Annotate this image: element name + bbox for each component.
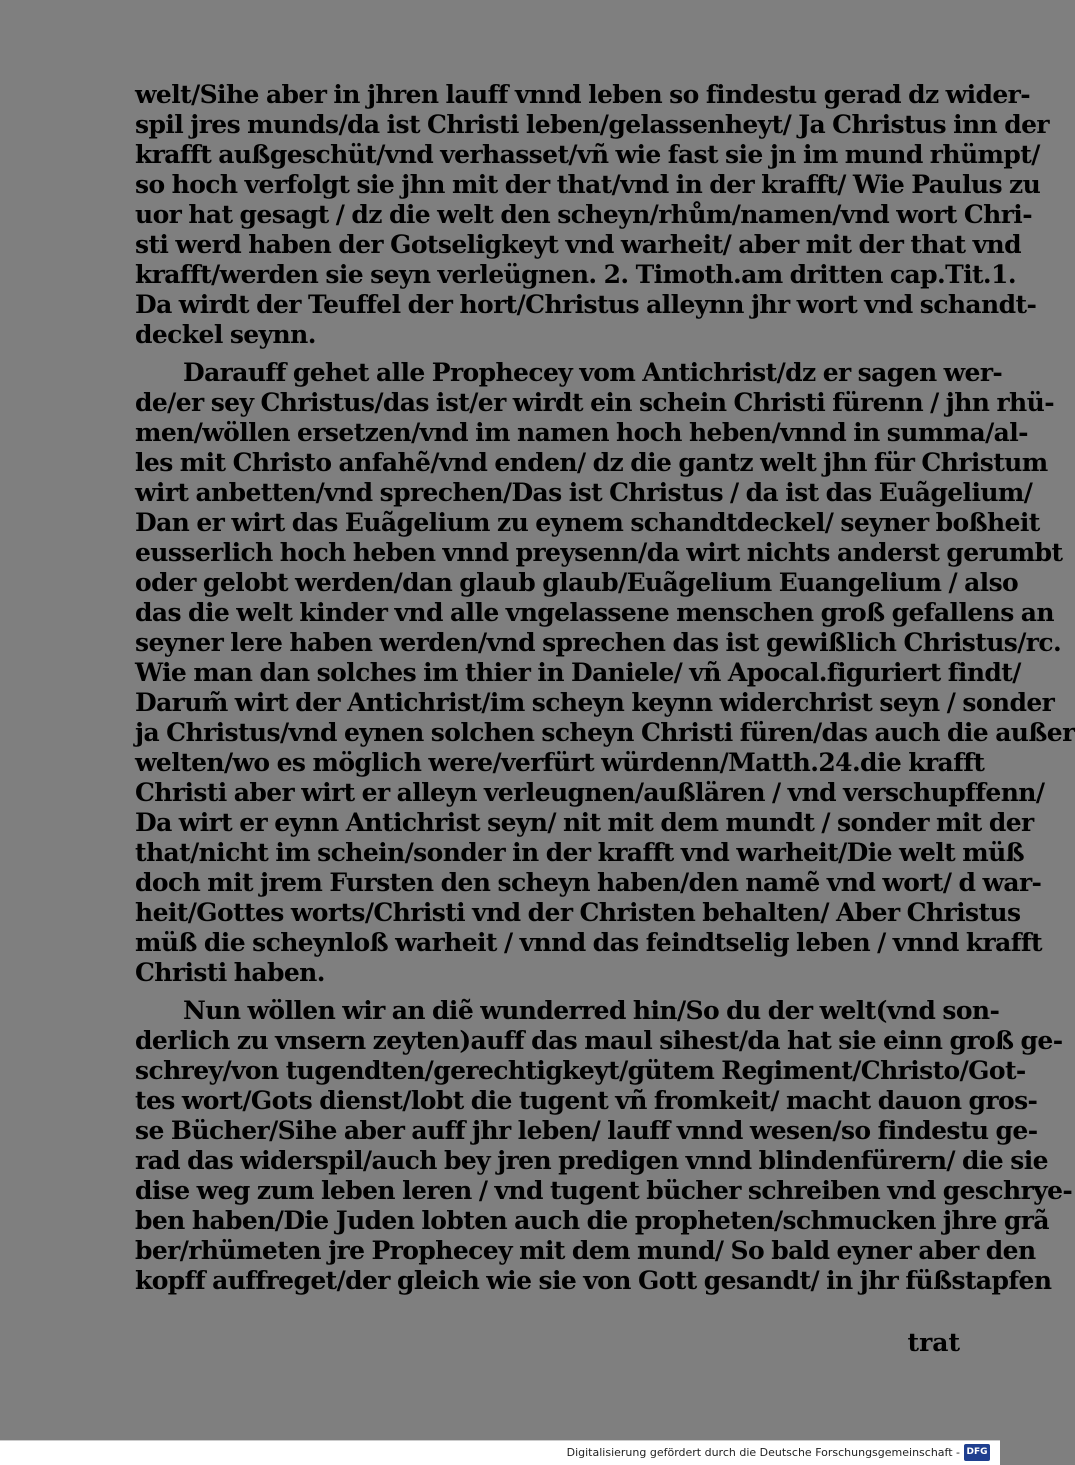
text-line: rad das widerspil/auch bey jren predigen vnnd blindenfürern/ die sie (135, 1146, 1048, 1175)
text-line: spil jres munds/da ist Christi leben/gelassenheyt/ Ja Christus inn der (135, 110, 1049, 139)
text-line: welten/wo es möglich were/verfürt würdenn/Matth.24.die krafft (135, 748, 985, 777)
text-line: de/er sey Christus/das ist/er wirdt ein schein Christi fürenn / jhn rhü- (135, 388, 1054, 417)
text-line: men/wöllen ersetzen/vnd im namen hoch heben/vnnd in summa/al- (135, 418, 1028, 447)
text-line: Da wirdt der Teuffel der hort/Christus alleynn jhr wort vnd schandt- (135, 290, 1037, 319)
text-line: se Bücher/Sihe aber auff jhr leben/ lauff vnnd wesen/so findestu ge- (135, 1116, 1038, 1145)
text-line: Nun wöllen wir an diẽ wunderred hin/So du der welt(vnd son- (183, 996, 1000, 1025)
text-line: ja Christus/vnd eynen solchen scheyn Christi füren/das auch die außer (135, 718, 1075, 747)
text-line: Christi haben. (135, 958, 325, 987)
text-line: krafft außgeschüt/vnd verhasset/vñ wie fast sie jn im mund rhümpt/ (135, 140, 1040, 169)
text-line: heit/Gottes worts/Christi vnd der Christen behalten/ Aber Christus (135, 898, 1021, 927)
text-line: deckel seynn. (135, 320, 316, 349)
text-line: welt/Sihe aber in jhren lauff vnnd leben so findestu gerad dz wider- (135, 80, 1031, 109)
text-line: müß die scheynloß warheit / vnnd das feindtselig leben / vnnd krafft (135, 928, 1042, 957)
footer-text: Digitalisierung gefördert durch die Deutsche Forschungsgemeinschaft - (566, 1446, 960, 1459)
text-line: Christi aber wirt er alleyn verleugnen/außlären / vnd verschupffenn/ (135, 778, 1045, 807)
text-line: oder gelobt werden/dan glaub glaub/Euãgelium Euangelium / also (135, 568, 1019, 597)
text-line: Da wirt er eynn Antichrist seyn/ nit mit dem mundt / sonder mit der (135, 808, 1034, 837)
text-line: so hoch verfolgt sie jhn mit der that/vnd in der krafft/ Wie Paulus zu (135, 170, 1041, 199)
text-line: seyner lere haben werden/vnd sprechen das ist gewißlich Christus/rc. (135, 628, 1062, 657)
text-line: sti werd haben der Gotseligkeyt vnd warheit/ aber mit der that vnd (135, 230, 1021, 259)
footer-bar (0, 1440, 1000, 1465)
text-line: ber/rhümeten jre Prophecey mit dem mund/ So bald eyner aber den (135, 1236, 1036, 1265)
text-line: ben haben/Die Juden lobten auch die propheten/schmucken jhre grã (135, 1206, 1049, 1235)
text-line: Darum̃ wirt der Antichrist/im scheyn keynn widerchrist seyn / sonder (135, 688, 1055, 717)
paragraph (135, 80, 1049, 350)
text-line: schrey/von tugendten/gerechtigkeyt/gütem Regiment/Christo/Got- (135, 1056, 1026, 1085)
paragraph (135, 996, 1073, 1296)
text-line: les mit Christo anfahẽ/vnd enden/ dz die gantz welt jhn für Christum (135, 448, 1048, 477)
text-line: kopff auffreget/der gleich wie sie von Gott gesandt/ in jhr füßstapfen (135, 1266, 1052, 1295)
text-line: dise weg zum leben leren / vnd tugent bücher schreiben vnd geschrye- (135, 1176, 1073, 1205)
text-line: Dan er wirt das Euãgelium zu eynem schandtdeckel/ seyner boßheit (135, 508, 1040, 537)
text-line: das die welt kinder vnd alle vngelassene menschen groß gefallens an (135, 598, 1054, 627)
text-line: krafft/werden sie seyn verleügnen. 2. Timoth.am dritten cap.Tit.1. (135, 260, 1016, 289)
text-line: doch mit jrem Fursten den scheyn haben/den namẽ vnd wort/ d war- (135, 868, 1042, 897)
text-line: derlich zu vnsern zeyten)auff das maul sihest/da hat sie einn groß ge- (135, 1026, 1063, 1055)
dfg-logo: DFG (964, 1444, 990, 1461)
text-line: wirt anbetten/vnd sprechen/Das ist Christus / da ist das Euãgelium/ (135, 478, 1033, 507)
text-line: tes wort/Gots dienst/lobt die tugent vñ fromkeit/ macht dauon gros- (135, 1086, 1038, 1115)
text-line: uor hat gesagt / dz die welt den scheyn/rhům/namen/vnd wort Chri- (135, 200, 1032, 229)
catchword: trat (907, 1328, 960, 1357)
paragraph (135, 358, 1075, 988)
text-line: eusserlich hoch heben vnnd preysenn/da wirt nichts anderst gerumbt (135, 538, 1063, 567)
text-line: Wie man dan solches im thier in Daniele/ vñ Apocal.figuriert findt/ (135, 658, 1021, 687)
text-line: Darauff gehet alle Prophecey vom Antichrist/dz er sagen wer- (183, 358, 1003, 387)
text-line: that/nicht im schein/sonder in der krafft vnd warheit/Die welt müß (135, 838, 1025, 867)
page-text (135, 80, 1075, 1296)
